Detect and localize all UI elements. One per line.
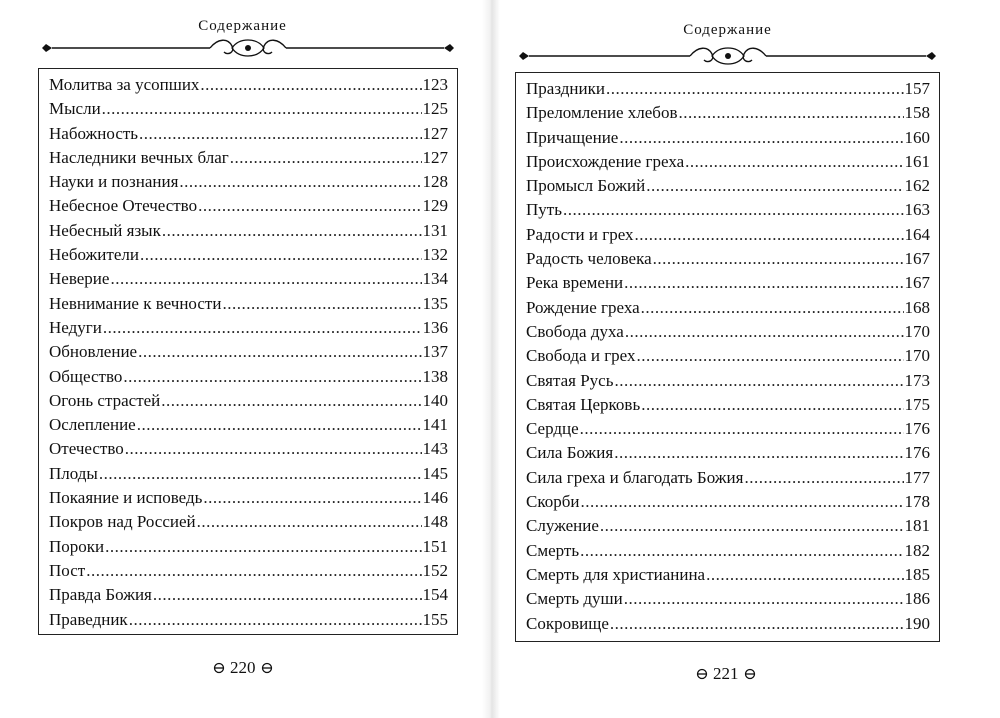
toc-entry — [526, 369, 930, 393]
toc-entry-page: 161 — [904, 151, 930, 171]
toc-entry — [526, 296, 930, 320]
toc-entry — [49, 122, 448, 146]
toc-entry — [49, 389, 448, 413]
toc-leader-dots — [162, 219, 422, 243]
toc-entry-page: 136 — [422, 317, 448, 337]
toc-entry — [49, 340, 448, 364]
toc-entry — [526, 563, 930, 587]
toc-entry-page: 155 — [422, 609, 448, 629]
toc-leader-dots — [198, 194, 421, 218]
left-toc-list — [49, 73, 448, 632]
toc-entry-title: Путь — [526, 200, 562, 220]
toc-leader-dots — [203, 486, 421, 510]
toc-entry — [526, 393, 930, 417]
toc-entry — [526, 466, 930, 490]
toc-leader-dots — [200, 73, 421, 97]
toc-entry-title: Плоды — [49, 463, 98, 483]
toc-entry — [49, 97, 448, 121]
folio-ornament-left-icon — [695, 667, 709, 681]
toc-leader-dots — [637, 344, 904, 368]
toc-entry-title: Пост — [49, 560, 86, 580]
toc-leader-dots — [635, 223, 904, 247]
toc-entry-title: Покаяние и исповедь — [49, 488, 203, 508]
toc-entry-title: Небесный язык — [49, 220, 161, 240]
folio-ornament-right-icon — [260, 661, 274, 675]
toc-entry-page: 128 — [422, 172, 448, 192]
right-page-header: Содержание — [683, 22, 772, 38]
toc-entry — [49, 413, 448, 437]
toc-entry-title: Рождение греха — [526, 297, 640, 317]
toc-leader-dots — [153, 583, 422, 607]
toc-leader-dots — [138, 340, 421, 364]
toc-leader-dots — [110, 267, 421, 291]
toc-entry — [526, 247, 930, 271]
toc-entry-title: Мысли — [49, 99, 101, 119]
left-page-folio — [212, 658, 274, 678]
toc-entry — [526, 126, 930, 150]
toc-entry — [49, 243, 448, 267]
toc-entry-title: Наследники вечных благ — [49, 147, 229, 167]
toc-entry-title: Покров над Россией — [49, 512, 196, 532]
toc-entry-title: Невнимание к вечности — [49, 293, 222, 313]
toc-entry-title: Молитва за усопших — [49, 75, 200, 94]
toc-entry — [526, 150, 930, 174]
toc-leader-dots — [99, 462, 422, 486]
toc-leader-dots — [653, 247, 904, 271]
toc-entry-page: 152 — [422, 560, 448, 580]
right-toc-frame — [515, 72, 940, 642]
toc-entry — [49, 462, 448, 486]
toc-entry-page: 138 — [422, 366, 448, 386]
left-page — [0, 0, 485, 718]
toc-entry — [526, 320, 930, 344]
toc-entry-title: Небожители — [49, 245, 139, 265]
toc-entry-page: 140 — [422, 390, 448, 410]
toc-entry-title: Ослепление — [49, 415, 136, 435]
right-header-ornament — [515, 44, 940, 68]
right-page-folio — [695, 664, 757, 684]
toc-leader-dots — [685, 150, 903, 174]
toc-leader-dots — [580, 539, 903, 563]
toc-entry — [49, 510, 448, 534]
toc-entry-title: Правда Божия — [49, 585, 152, 605]
toc-entry-title: Огонь страстей — [49, 390, 161, 410]
toc-leader-dots — [610, 612, 904, 636]
toc-leader-dots — [614, 369, 903, 393]
toc-entry-page: 176 — [904, 419, 930, 439]
toc-leader-dots — [161, 389, 421, 413]
toc-leader-dots — [625, 320, 904, 344]
toc-entry — [49, 73, 448, 97]
toc-entry-title: Сила греха и благодать Божия — [526, 467, 744, 487]
toc-entry-title: Свобода и грех — [526, 346, 636, 366]
toc-entry-page: 148 — [422, 512, 448, 532]
toc-entry-page: 135 — [422, 293, 448, 313]
left-toc-frame — [38, 68, 458, 635]
toc-entry — [49, 146, 448, 170]
toc-entry-title: Промысл Божий — [526, 176, 646, 196]
toc-entry-title: Небесное Отечество — [49, 196, 198, 216]
left-header-ornament — [38, 36, 458, 60]
toc-leader-dots — [86, 559, 421, 583]
toc-entry-page: 137 — [422, 342, 448, 362]
toc-entry — [526, 198, 930, 222]
toc-leader-dots — [580, 417, 904, 441]
toc-leader-dots — [102, 97, 422, 121]
toc-entry-page: 158 — [904, 103, 930, 123]
toc-entry-page: 164 — [904, 224, 930, 244]
toc-entry-title: Служение — [526, 516, 599, 536]
toc-leader-dots — [105, 535, 421, 559]
toc-entry-page: 145 — [422, 463, 448, 483]
toc-leader-dots — [600, 514, 904, 538]
toc-leader-dots — [744, 466, 903, 490]
toc-entry-page: 151 — [422, 536, 448, 556]
toc-entry-page: 167 — [904, 249, 930, 269]
toc-entry-title: Отечество — [49, 439, 124, 459]
toc-leader-dots — [646, 174, 903, 198]
toc-leader-dots — [197, 510, 422, 534]
toc-entry-page: 182 — [904, 540, 930, 560]
toc-leader-dots — [624, 587, 904, 611]
toc-entry-title: Праздники — [526, 79, 605, 98]
toc-entry-page: 163 — [904, 200, 930, 220]
toc-leader-dots — [125, 437, 422, 461]
toc-entry-title: Сокровище — [526, 613, 609, 633]
toc-entry — [49, 219, 448, 243]
toc-leader-dots — [641, 393, 903, 417]
toc-entry-page: 167 — [904, 273, 930, 293]
toc-entry-page: 157 — [904, 79, 930, 98]
right-page — [500, 0, 1000, 718]
toc-entry — [526, 441, 930, 465]
toc-entry-page: 134 — [422, 269, 448, 289]
toc-entry — [526, 344, 930, 368]
toc-entry-page: 131 — [422, 220, 448, 240]
toc-entry-title: Сердце — [526, 419, 579, 439]
toc-entry — [49, 486, 448, 510]
toc-leader-dots — [137, 413, 422, 437]
toc-entry-title: Скорби — [526, 492, 580, 512]
toc-entry — [526, 539, 930, 563]
toc-leader-dots — [580, 490, 903, 514]
toc-entry — [49, 535, 448, 559]
toc-entry-title: Происхождение греха — [526, 151, 685, 171]
toc-entry-title: Причащение — [526, 127, 619, 147]
toc-entry-title: Пороки — [49, 536, 105, 556]
toc-entry-page: 176 — [904, 443, 930, 463]
toc-entry — [49, 608, 448, 632]
toc-entry — [49, 583, 448, 607]
toc-entry-title: Сила Божия — [526, 443, 614, 463]
toc-leader-dots — [123, 365, 421, 389]
right-page-number: 221 — [713, 664, 739, 683]
toc-entry — [526, 223, 930, 247]
toc-entry-page: 173 — [904, 370, 930, 390]
toc-entry — [49, 316, 448, 340]
toc-leader-dots — [678, 101, 903, 125]
toc-entry-title: Радости и грех — [526, 224, 634, 244]
toc-leader-dots — [606, 77, 904, 101]
toc-entry-page: 141 — [422, 415, 448, 435]
left-page-header: Содержание — [198, 18, 287, 34]
folio-ornament-left-icon — [212, 661, 226, 675]
toc-entry-title: Праведник — [49, 609, 128, 629]
toc-entry — [49, 194, 448, 218]
toc-leader-dots — [641, 296, 904, 320]
toc-entry-page: 162 — [904, 176, 930, 196]
toc-leader-dots — [624, 271, 903, 295]
toc-leader-dots — [614, 441, 903, 465]
toc-entry — [526, 77, 930, 101]
toc-entry-page: 168 — [904, 297, 930, 317]
toc-entry-page: 154 — [422, 585, 448, 605]
toc-leader-dots — [179, 170, 421, 194]
toc-entry-title: Смерть души — [526, 589, 623, 609]
toc-entry-page: 127 — [422, 123, 448, 143]
toc-entry-page: 177 — [904, 467, 930, 487]
toc-leader-dots — [140, 243, 422, 267]
toc-entry-title: Обновление — [49, 342, 138, 362]
toc-entry-title: Недуги — [49, 317, 102, 337]
toc-entry — [49, 267, 448, 291]
toc-entry — [49, 559, 448, 583]
toc-entry-page: 178 — [904, 492, 930, 512]
toc-leader-dots — [563, 198, 904, 222]
toc-entry-title: Набожность — [49, 123, 139, 143]
toc-entry-page: 186 — [904, 589, 930, 609]
toc-entry — [526, 514, 930, 538]
toc-entry-page: 170 — [904, 346, 930, 366]
toc-entry-page: 146 — [422, 488, 448, 508]
toc-entry-page: 127 — [422, 147, 448, 167]
toc-entry-page: 185 — [904, 564, 930, 584]
folio-ornament-right-icon — [743, 667, 757, 681]
toc-leader-dots — [619, 126, 903, 150]
toc-entry — [49, 437, 448, 461]
toc-entry-page: 123 — [422, 75, 448, 94]
left-page-number: 220 — [230, 658, 256, 677]
toc-entry — [526, 271, 930, 295]
toc-entry-page: 190 — [904, 613, 930, 633]
toc-entry — [526, 174, 930, 198]
toc-entry-page: 125 — [422, 99, 448, 119]
toc-entry-page: 170 — [904, 321, 930, 341]
toc-entry-title: Науки и познания — [49, 172, 179, 192]
toc-entry-title: Святая Церковь — [526, 394, 641, 414]
toc-entry-page: 129 — [422, 196, 448, 216]
toc-entry — [49, 170, 448, 194]
toc-entry — [526, 101, 930, 125]
toc-leader-dots — [706, 563, 903, 587]
toc-entry — [526, 417, 930, 441]
toc-entry-page: 132 — [422, 245, 448, 265]
toc-leader-dots — [129, 608, 422, 632]
toc-entry-title: Святая Русь — [526, 370, 614, 390]
toc-entry — [49, 365, 448, 389]
toc-entry-title: Неверие — [49, 269, 110, 289]
toc-entry — [49, 292, 448, 316]
toc-leader-dots — [103, 316, 422, 340]
toc-entry-title: Река времени — [526, 273, 624, 293]
right-toc-list — [526, 77, 930, 636]
toc-entry-title: Свобода духа — [526, 321, 624, 341]
toc-entry-title: Смерть — [526, 540, 580, 560]
toc-entry-title: Общество — [49, 366, 123, 386]
toc-entry-page: 175 — [904, 394, 930, 414]
toc-entry-title: Радость человека — [526, 249, 652, 269]
toc-entry-page: 181 — [904, 516, 930, 536]
toc-entry-page: 143 — [422, 439, 448, 459]
toc-leader-dots — [139, 122, 421, 146]
toc-entry — [526, 490, 930, 514]
toc-entry-page: 160 — [904, 127, 930, 147]
toc-leader-dots — [230, 146, 422, 170]
toc-entry-title: Смерть для христианина — [526, 564, 706, 584]
toc-entry — [526, 612, 930, 636]
toc-leader-dots — [222, 292, 421, 316]
toc-entry — [526, 587, 930, 611]
toc-entry-title: Преломление хлебов — [526, 103, 678, 123]
